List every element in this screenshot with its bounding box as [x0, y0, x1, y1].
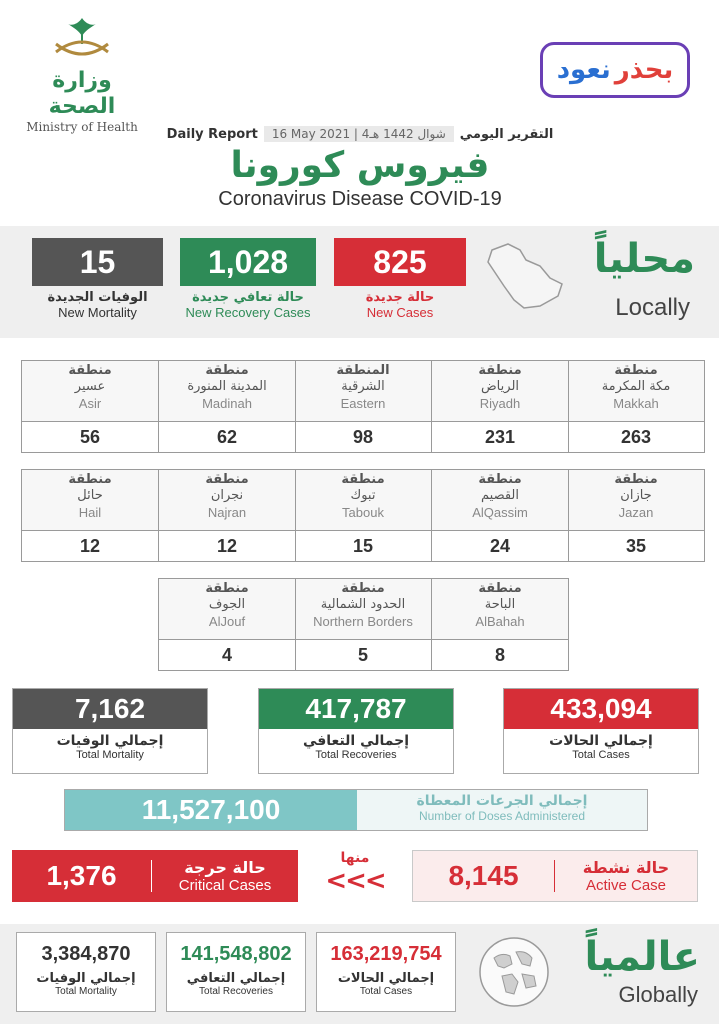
region-name-en: Eastern	[340, 396, 386, 411]
region-name-en: Hail	[78, 505, 102, 520]
saudi-map-icon	[478, 236, 568, 316]
ministry-name-ar: وزارة الصحة	[48, 68, 116, 119]
global-cases-value: 163,219,754	[330, 943, 442, 965]
region-name-ar: مكة المكرمة	[601, 379, 671, 394]
region-value: 4	[159, 639, 295, 670]
region-value: 12	[159, 530, 295, 561]
region-name-ar: المدينة المنورة	[187, 379, 267, 394]
region-value: 35	[568, 530, 704, 561]
new-cases-label-ar: حالة جديدة	[365, 290, 435, 305]
global-total-mortality	[16, 932, 156, 1012]
region-header	[159, 470, 295, 530]
global-recoveries-label-en: Total Recoveries	[199, 986, 273, 997]
report-line	[160, 124, 560, 144]
region-word: منطقة	[614, 472, 658, 487]
total-mortality	[12, 688, 208, 774]
region-header	[568, 470, 704, 530]
region-header	[22, 470, 158, 530]
critical-cases	[12, 850, 298, 902]
region-card-alqassim	[431, 469, 569, 562]
globally-label-en: Globally	[618, 982, 698, 1007]
total-cases-label-en: Total Cases	[572, 749, 630, 761]
new-cases-label-en: New Cases	[366, 305, 434, 320]
total-recoveries-value: 417,787	[259, 689, 453, 729]
campaign-word-1: نعود	[556, 55, 611, 85]
doses-label	[357, 790, 647, 830]
globally-label-ar: عالمياً	[584, 934, 700, 980]
campaign-word-2: بحذر	[614, 55, 674, 85]
region-word: منطقة	[614, 363, 658, 378]
of-which-indicator	[320, 850, 390, 896]
global-mortality-label-en: Total Mortality	[55, 986, 117, 997]
region-card-asir	[21, 360, 159, 453]
total-recoveries-label-en: Total Recoveries	[315, 749, 397, 761]
total-cases	[503, 688, 699, 774]
region-name-ar: الشرقية	[341, 379, 385, 394]
region-name-en: AlJouf	[208, 614, 246, 629]
region-value: 263	[568, 421, 704, 452]
new-recovery-label-ar: حالة تعافي جديدة	[192, 290, 304, 305]
region-header	[432, 470, 568, 530]
global-mortality-label-ar: إجمالي الوفيات	[36, 971, 136, 986]
region-name-en: Tabouk	[342, 505, 384, 520]
total-mortality-label-en: Total Mortality	[76, 749, 144, 761]
region-card-jazan	[567, 469, 705, 562]
region-value: 24	[432, 530, 568, 561]
region-word: منطقة	[205, 472, 249, 487]
report-label-ar: التقرير اليومي	[459, 126, 554, 142]
region-card-riyadh	[431, 360, 569, 453]
moh-emblem-icon	[42, 14, 122, 64]
region-name-ar: الباحة	[484, 597, 516, 612]
region-card-albahah	[431, 578, 569, 671]
global-cases-label-en: Total Cases	[359, 986, 413, 997]
critical-label	[152, 858, 298, 894]
region-value: 98	[295, 421, 431, 452]
region-name-en: Riyadh	[479, 396, 521, 411]
global-cases-label-ar: إجمالي الحالات	[337, 971, 435, 986]
region-name-en: Jazan	[618, 505, 654, 520]
ministry-name-en: Ministry of Health	[26, 120, 138, 134]
region-value: 231	[432, 421, 568, 452]
locally-label-en: Locally	[615, 294, 690, 321]
global-total-recoveries	[166, 932, 306, 1012]
region-word: منطقة	[341, 581, 385, 596]
new-cases	[334, 238, 466, 320]
new-mortality-label-en: New Mortality	[58, 305, 137, 320]
doses-label-en: Number of Doses Administered	[418, 809, 586, 823]
global-mortality-value: 3,384,870	[41, 943, 131, 965]
region-card-makkah	[567, 360, 705, 453]
region-name-ar: عسير	[74, 379, 106, 394]
region-name-ar: نجران	[210, 488, 244, 503]
region-name-en: Najran	[207, 505, 247, 520]
new-recovery	[180, 238, 316, 320]
active-cases	[412, 850, 698, 902]
region-name-ar: الجوف	[208, 597, 246, 612]
region-card-northern-borders	[294, 578, 432, 671]
global-total-cases	[316, 932, 456, 1012]
doses-administered	[64, 789, 648, 831]
region-name-en: Asir	[78, 396, 102, 411]
critical-label-en: Critical Cases	[178, 877, 272, 894]
region-name-ar: القصيم	[481, 488, 519, 503]
region-value: 12	[22, 530, 158, 561]
page-title-ar: فيروس كورونا	[230, 145, 490, 186]
region-value: 56	[22, 421, 158, 452]
region-header	[432, 579, 568, 639]
region-value: 62	[159, 421, 295, 452]
report-label-en: Daily Report	[166, 126, 258, 142]
total-recoveries	[258, 688, 454, 774]
locally-label-ar: محلياً	[593, 236, 695, 282]
region-card-madinah	[158, 360, 296, 453]
region-header	[22, 361, 158, 421]
doses-value: 11,527,100	[65, 790, 357, 830]
region-word: منطقة	[68, 363, 112, 378]
new-mortality	[32, 238, 163, 320]
region-name-en: Northern Borders	[313, 614, 413, 629]
region-word: منطقة	[341, 472, 385, 487]
global-recoveries-value: 141,548,802	[180, 943, 292, 965]
region-header	[159, 579, 295, 639]
region-name-ar: الحدود الشمالية	[320, 597, 406, 612]
active-value: 8,145	[413, 860, 555, 892]
region-name-en: AlBahah	[475, 614, 525, 629]
total-mortality-value: 7,162	[13, 689, 207, 729]
active-label-en: Active Case	[585, 877, 667, 894]
globe-icon	[476, 934, 552, 1010]
campaign-badge	[540, 42, 690, 98]
region-header	[295, 361, 431, 421]
total-cases-value: 433,094	[504, 689, 698, 729]
region-word: منطقة	[478, 363, 522, 378]
doses-label-ar: إجمالي الجرعات المعطاة	[416, 793, 588, 809]
new-cases-value: 825	[334, 238, 466, 286]
region-word: المنطقة	[336, 363, 390, 378]
region-card-hail	[21, 469, 159, 562]
new-mortality-label-ar: الوفيات الجديدة	[47, 290, 148, 305]
region-header	[295, 579, 431, 639]
total-recoveries-label-ar: إجمالي التعافي	[302, 733, 410, 749]
critical-label-ar: حالة حرجة	[184, 858, 266, 877]
arrows-left-icon: <<<	[325, 866, 385, 896]
total-mortality-label-ar: إجمالي الوفيات	[56, 733, 164, 749]
of-which-label: منها	[340, 850, 370, 866]
region-value: 15	[295, 530, 431, 561]
region-card-najran	[158, 469, 296, 562]
active-label-ar: حالة نشطة	[582, 858, 670, 877]
region-name-ar: جازان	[620, 488, 652, 503]
region-word: منطقة	[478, 472, 522, 487]
total-cases-label-ar: إجمالي الحالات	[549, 733, 653, 749]
ministry-logo	[22, 14, 142, 134]
region-name-ar: تبوك	[350, 488, 376, 503]
region-header	[295, 470, 431, 530]
region-name-ar: الرياض	[480, 379, 520, 394]
region-name-en: AlQassim	[472, 505, 528, 520]
region-word: منطقة	[68, 472, 112, 487]
region-card-eastern	[294, 360, 432, 453]
region-header	[568, 361, 704, 421]
global-recoveries-label-ar: إجمالي التعافي	[186, 971, 286, 986]
critical-value: 1,376	[12, 860, 152, 892]
region-header	[159, 361, 295, 421]
report-date: 16 May 2021 | 4شوال 1442 هـ	[264, 126, 454, 142]
region-header	[432, 361, 568, 421]
active-label	[555, 858, 697, 894]
region-word: منطقة	[478, 581, 522, 596]
region-name-en: Makkah	[613, 396, 659, 411]
region-name-en: Madinah	[202, 396, 252, 411]
new-recovery-value: 1,028	[180, 238, 316, 286]
new-mortality-value: 15	[32, 238, 163, 286]
region-name-ar: حائل	[77, 488, 103, 503]
new-recovery-label-en: New Recovery Cases	[185, 305, 311, 320]
page-title-en: Coronavirus Disease COVID-19	[218, 188, 502, 210]
region-word: منطقة	[205, 581, 249, 596]
region-card-tabouk	[294, 469, 432, 562]
region-card-aljouf	[158, 578, 296, 671]
region-word: منطقة	[205, 363, 249, 378]
region-value: 5	[295, 639, 431, 670]
region-value: 8	[432, 639, 568, 670]
